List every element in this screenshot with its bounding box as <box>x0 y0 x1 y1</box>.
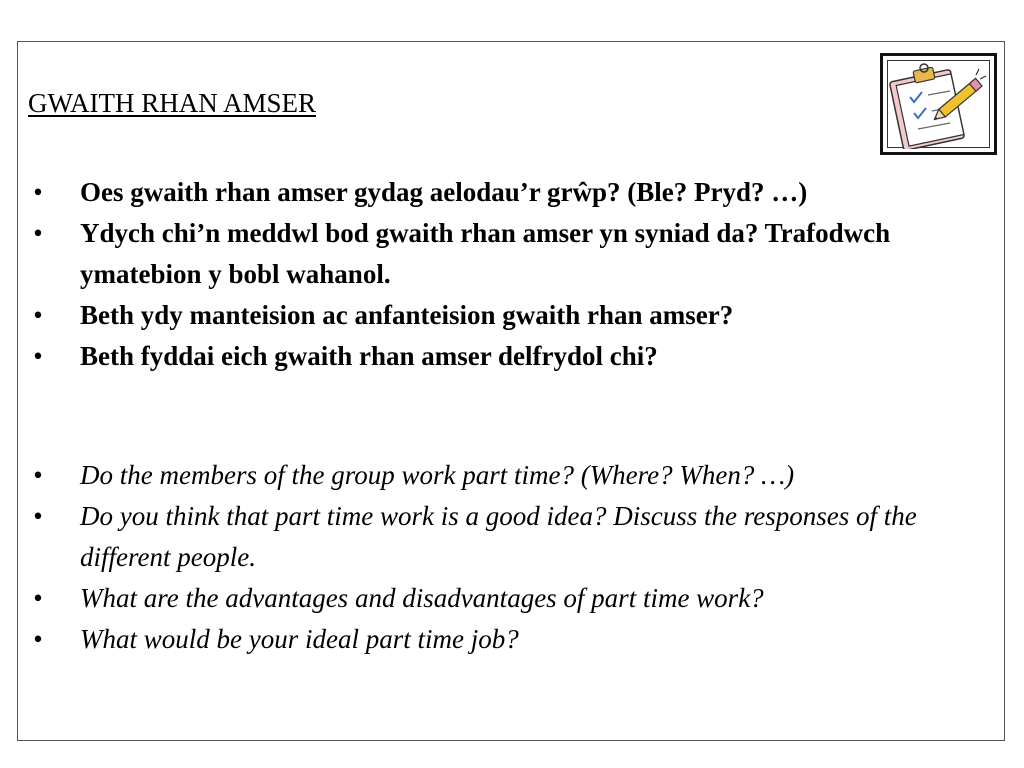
slide-title: GWAITH RHAN AMSER <box>28 88 317 118</box>
list-item-text: What would be your ideal part time job? <box>80 624 519 654</box>
list-item <box>28 619 1008 660</box>
welsh-questions-list <box>28 172 1008 377</box>
list-item-text: Beth fyddai eich gwaith rhan amser delfrydol chi? <box>80 341 658 371</box>
bullet-glyph: • <box>33 300 43 330</box>
clipboard-pencil-icon <box>887 60 990 148</box>
list-item <box>28 213 1008 295</box>
bullet-glyph: • <box>33 460 43 490</box>
list-item <box>28 578 1008 619</box>
bullet-glyph: • <box>33 501 43 531</box>
list-item <box>28 172 1008 213</box>
english-questions-list <box>28 455 1008 660</box>
bullet-glyph: • <box>33 341 43 371</box>
bullet-glyph: • <box>33 583 43 613</box>
bullet-glyph: • <box>33 624 43 654</box>
list-item-text: Ydych chi’n meddwl bod gwaith rhan amser yn syniad da? Trafodwch ymatebion y bobl wahanol. <box>80 218 891 289</box>
bullet-glyph: • <box>33 177 43 207</box>
list-item <box>28 496 1008 578</box>
list-item-text: Oes gwaith rhan amser gydag aelodau’r grŵp? (Ble? Pryd? …) <box>80 177 808 207</box>
list-item-text: Beth ydy manteision ac anfanteision gwaith rhan amser? <box>80 300 734 330</box>
list-item <box>28 295 1008 336</box>
bullet-glyph: • <box>33 218 43 248</box>
clipart-frame <box>880 53 997 155</box>
list-item-text: Do the members of the group work part time? (Where? When? …) <box>80 460 795 490</box>
list-item <box>28 455 1008 496</box>
list-item <box>28 336 1008 377</box>
list-item-text: What are the advantages and disadvantages of part time work? <box>80 583 764 613</box>
list-item-text: Do you think that part time work is a good idea? Discuss the responses of the different people. <box>80 501 917 572</box>
